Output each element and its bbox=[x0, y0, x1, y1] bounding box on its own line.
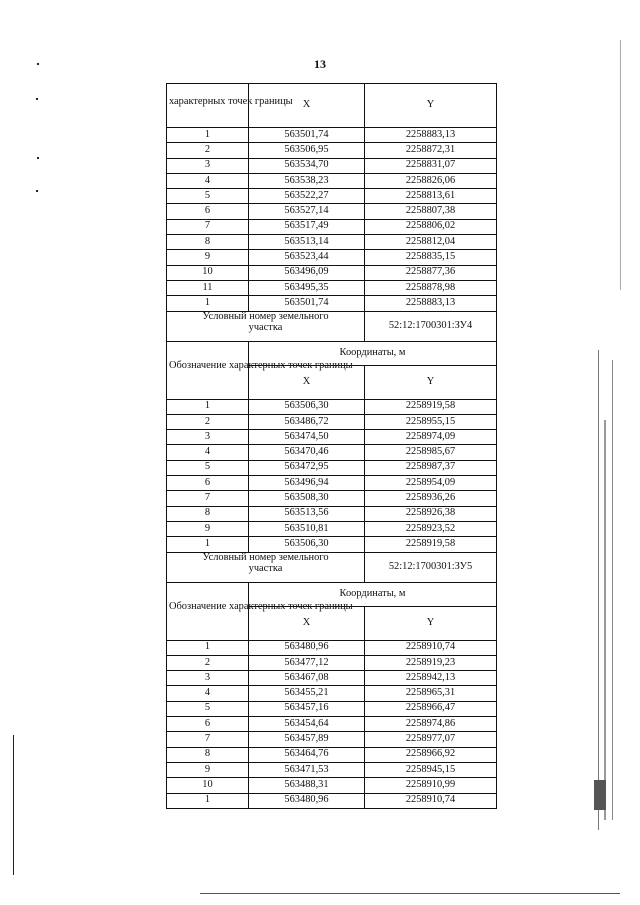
coordinates-header: Координаты, м bbox=[249, 341, 497, 365]
x-cell: 563513,56 bbox=[249, 506, 365, 521]
coordinates-table bbox=[166, 83, 497, 809]
speck bbox=[36, 98, 38, 100]
y-cell: 2258910,74 bbox=[365, 640, 497, 655]
plot-label-text: Условный номер земельного участка bbox=[202, 551, 329, 575]
table-row bbox=[167, 399, 497, 414]
x-cell: 563534,70 bbox=[249, 158, 365, 173]
y-cell: 2258878,98 bbox=[365, 280, 497, 295]
x-cell: 563467,08 bbox=[249, 671, 365, 686]
x-cell: 563480,96 bbox=[249, 640, 365, 655]
table-row bbox=[167, 189, 497, 204]
x-cell: 563470,46 bbox=[249, 445, 365, 460]
point-column-header-text: характерных точек границы bbox=[169, 95, 293, 107]
y-cell: 2258872,31 bbox=[365, 143, 497, 158]
table-row bbox=[167, 671, 497, 686]
point-cell: 4 bbox=[167, 686, 249, 701]
table-header-row bbox=[167, 341, 497, 365]
plot-label-text: Условный номер земельного участка bbox=[202, 310, 329, 334]
point-cell: 2 bbox=[167, 143, 249, 158]
point-column-header-text: Обозначение характерных точек границы bbox=[169, 360, 353, 372]
table-row bbox=[167, 445, 497, 460]
x-cell: 563508,30 bbox=[249, 491, 365, 506]
table-row bbox=[167, 506, 497, 521]
y-cell: 2258926,38 bbox=[365, 506, 497, 521]
table-row bbox=[167, 778, 497, 793]
x-cell: 563538,23 bbox=[249, 173, 365, 188]
table-row bbox=[167, 128, 497, 143]
point-column-header-text: Обозначение характерных точек границы bbox=[169, 601, 353, 613]
x-cell: 563496,09 bbox=[249, 265, 365, 280]
table-row bbox=[167, 235, 497, 250]
point-cell: 9 bbox=[167, 250, 249, 265]
point-cell: 3 bbox=[167, 430, 249, 445]
x-cell: 563506,30 bbox=[249, 399, 365, 414]
y-cell: 2258835,15 bbox=[365, 250, 497, 265]
right-edge-noise bbox=[620, 40, 621, 290]
page-number: 13 bbox=[314, 57, 326, 71]
point-cell: 7 bbox=[167, 732, 249, 747]
y-cell: 2258955,15 bbox=[365, 414, 497, 429]
table-row bbox=[167, 173, 497, 188]
coordinates-table-body bbox=[167, 84, 497, 809]
table-row bbox=[167, 640, 497, 655]
x-cell: 563472,95 bbox=[249, 460, 365, 475]
x-cell: 563455,21 bbox=[249, 686, 365, 701]
x-cell: 563480,96 bbox=[249, 793, 365, 808]
x-cell: 563457,89 bbox=[249, 732, 365, 747]
y-cell: 2258945,15 bbox=[365, 762, 497, 777]
right-edge-blob bbox=[594, 780, 606, 810]
table-row bbox=[167, 296, 497, 311]
point-column-header bbox=[167, 582, 353, 640]
table-row bbox=[167, 143, 497, 158]
y-cell: 2258877,36 bbox=[365, 265, 497, 280]
point-cell: 10 bbox=[167, 778, 249, 793]
x-cell: 563513,14 bbox=[249, 235, 365, 250]
point-cell: 2 bbox=[167, 414, 249, 429]
point-cell: 5 bbox=[167, 189, 249, 204]
x-cell: 563517,49 bbox=[249, 219, 365, 234]
point-cell: 3 bbox=[167, 158, 249, 173]
y-cell: 2258807,38 bbox=[365, 204, 497, 219]
x-cell: 563471,53 bbox=[249, 762, 365, 777]
left-margin-line bbox=[13, 735, 14, 875]
x-cell: 563496,94 bbox=[249, 476, 365, 491]
point-cell: 9 bbox=[167, 521, 249, 536]
y-cell: 2258942,13 bbox=[365, 671, 497, 686]
table-row bbox=[167, 204, 497, 219]
x-cell: 563522,27 bbox=[249, 189, 365, 204]
speck bbox=[37, 157, 39, 159]
y-cell: 2258919,23 bbox=[365, 655, 497, 670]
x-cell: 563486,72 bbox=[249, 414, 365, 429]
x-cell: 563457,16 bbox=[249, 701, 365, 716]
table-row bbox=[167, 747, 497, 762]
y-cell: 2258883,13 bbox=[365, 296, 497, 311]
x-column-header: X bbox=[249, 365, 365, 399]
y-cell: 2258923,52 bbox=[365, 521, 497, 536]
y-cell: 2258919,58 bbox=[365, 537, 497, 552]
table-row bbox=[167, 219, 497, 234]
point-cell: 9 bbox=[167, 762, 249, 777]
point-cell: 4 bbox=[167, 445, 249, 460]
point-cell: 6 bbox=[167, 717, 249, 732]
table-row bbox=[167, 414, 497, 429]
point-cell: 1 bbox=[167, 128, 249, 143]
y-column-header: Y bbox=[365, 606, 497, 640]
y-cell: 2258974,86 bbox=[365, 717, 497, 732]
table-row bbox=[167, 655, 497, 670]
plot-label-cell bbox=[167, 552, 365, 582]
table-header-row bbox=[167, 582, 497, 606]
table-row bbox=[167, 717, 497, 732]
right-edge-noise bbox=[598, 350, 599, 830]
x-column-header: X bbox=[249, 84, 365, 128]
plot-number-row bbox=[167, 552, 497, 582]
y-cell: 2258910,99 bbox=[365, 778, 497, 793]
right-edge-noise bbox=[612, 360, 613, 820]
y-cell: 2258826,06 bbox=[365, 173, 497, 188]
x-cell: 563488,31 bbox=[249, 778, 365, 793]
point-cell: 3 bbox=[167, 671, 249, 686]
y-cell: 2258806,02 bbox=[365, 219, 497, 234]
x-cell: 563454,64 bbox=[249, 717, 365, 732]
point-cell: 1 bbox=[167, 296, 249, 311]
table-row bbox=[167, 158, 497, 173]
table-row bbox=[167, 793, 497, 808]
coordinates-header: Координаты, м bbox=[249, 582, 497, 606]
table-row bbox=[167, 491, 497, 506]
plot-number-row bbox=[167, 311, 497, 341]
y-cell: 2258985,67 bbox=[365, 445, 497, 460]
table-row bbox=[167, 521, 497, 536]
point-column-header bbox=[167, 84, 293, 128]
plot-label-cell bbox=[167, 311, 365, 341]
y-cell: 2258954,09 bbox=[365, 476, 497, 491]
x-cell: 563527,14 bbox=[249, 204, 365, 219]
x-cell: 563464,76 bbox=[249, 747, 365, 762]
point-cell: 5 bbox=[167, 460, 249, 475]
y-cell: 2258987,37 bbox=[365, 460, 497, 475]
y-cell: 2258910,74 bbox=[365, 793, 497, 808]
x-cell: 563506,95 bbox=[249, 143, 365, 158]
table-row bbox=[167, 280, 497, 295]
speck bbox=[37, 63, 39, 65]
y-column-header: Y bbox=[365, 84, 497, 128]
point-cell: 8 bbox=[167, 235, 249, 250]
table-row bbox=[167, 250, 497, 265]
y-cell: 2258966,47 bbox=[365, 701, 497, 716]
y-cell: 2258977,07 bbox=[365, 732, 497, 747]
bottom-margin-line bbox=[200, 893, 620, 894]
point-cell: 1 bbox=[167, 793, 249, 808]
x-cell: 563510,81 bbox=[249, 521, 365, 536]
table-row bbox=[167, 686, 497, 701]
y-cell: 2258831,07 bbox=[365, 158, 497, 173]
point-cell: 8 bbox=[167, 747, 249, 762]
table-row bbox=[167, 762, 497, 777]
table-row bbox=[167, 430, 497, 445]
point-cell: 6 bbox=[167, 204, 249, 219]
table-row bbox=[167, 476, 497, 491]
y-cell: 2258966,92 bbox=[365, 747, 497, 762]
y-cell: 2258974,09 bbox=[365, 430, 497, 445]
speck bbox=[36, 190, 38, 192]
y-cell: 2258919,58 bbox=[365, 399, 497, 414]
y-cell: 2258812,04 bbox=[365, 235, 497, 250]
plot-number-cell: 52:12:1700301:ЗУ4 bbox=[365, 311, 497, 341]
table-row bbox=[167, 701, 497, 716]
point-cell: 1 bbox=[167, 399, 249, 414]
y-cell: 2258965,31 bbox=[365, 686, 497, 701]
x-cell: 563506,30 bbox=[249, 537, 365, 552]
point-cell: 1 bbox=[167, 640, 249, 655]
point-cell: 4 bbox=[167, 173, 249, 188]
y-cell: 2258936,26 bbox=[365, 491, 497, 506]
y-cell: 2258883,13 bbox=[365, 128, 497, 143]
point-cell: 11 bbox=[167, 280, 249, 295]
x-cell: 563495,35 bbox=[249, 280, 365, 295]
x-cell: 563501,74 bbox=[249, 296, 365, 311]
point-cell: 1 bbox=[167, 537, 249, 552]
plot-number-cell: 52:12:1700301:ЗУ5 bbox=[365, 552, 497, 582]
table-row bbox=[167, 265, 497, 280]
table-row bbox=[167, 537, 497, 552]
point-cell: 6 bbox=[167, 476, 249, 491]
x-cell: 563523,44 bbox=[249, 250, 365, 265]
x-cell: 563474,50 bbox=[249, 430, 365, 445]
point-cell: 8 bbox=[167, 506, 249, 521]
point-cell: 10 bbox=[167, 265, 249, 280]
point-cell: 7 bbox=[167, 219, 249, 234]
right-edge-noise bbox=[604, 420, 606, 820]
x-cell: 563477,12 bbox=[249, 655, 365, 670]
point-cell: 7 bbox=[167, 491, 249, 506]
table-row bbox=[167, 460, 497, 475]
x-column-header: X bbox=[249, 606, 365, 640]
point-cell: 5 bbox=[167, 701, 249, 716]
point-column-header bbox=[167, 341, 353, 399]
point-cell: 2 bbox=[167, 655, 249, 670]
table1-header-row bbox=[167, 84, 497, 128]
y-column-header: Y bbox=[365, 365, 497, 399]
y-cell: 2258813,61 bbox=[365, 189, 497, 204]
x-cell: 563501,74 bbox=[249, 128, 365, 143]
table-row bbox=[167, 732, 497, 747]
